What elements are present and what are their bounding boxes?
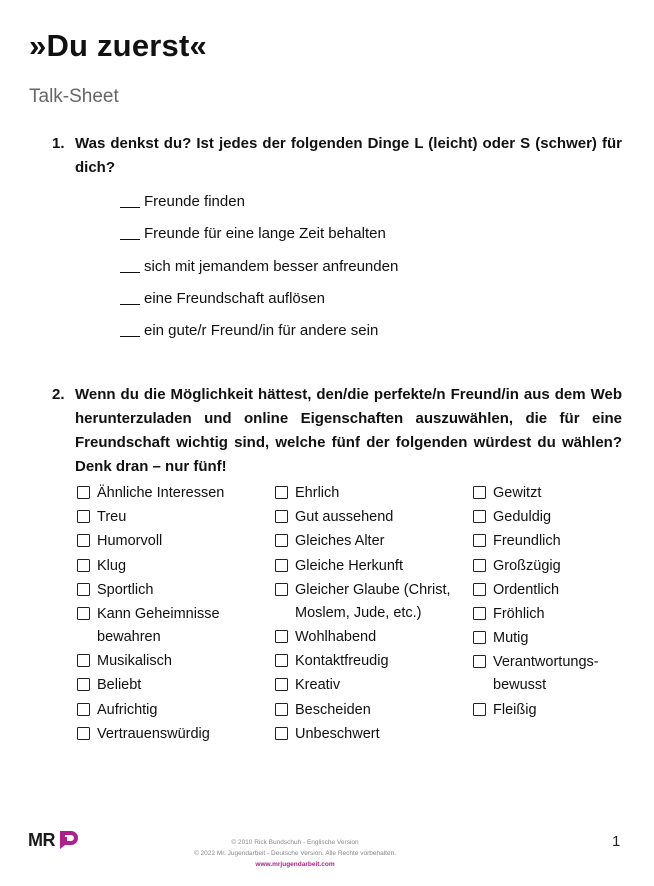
option-label: Beliebt xyxy=(97,677,142,694)
checkbox[interactable] xyxy=(275,703,288,716)
checkbox-option[interactable] xyxy=(77,579,257,602)
checkbox-option[interactable] xyxy=(77,699,257,722)
checkbox[interactable] xyxy=(275,583,288,596)
checkbox[interactable] xyxy=(473,607,486,620)
checkbox[interactable] xyxy=(473,486,486,499)
checkbox[interactable] xyxy=(275,510,288,523)
checkbox-option[interactable] xyxy=(473,699,633,722)
option-label: Geduldig xyxy=(493,509,552,526)
option-label: Gut aussehend xyxy=(295,509,394,526)
option-label: Unbeschwert xyxy=(295,725,380,742)
footer-copyright xyxy=(150,837,440,870)
options-column-1 xyxy=(77,482,257,747)
question-1-text: Was denkst du? Ist jedes der folgenden Dinge L (leicht) oder S (schwer) für dich? xyxy=(75,135,622,176)
checkbox-option[interactable] xyxy=(275,555,455,578)
checkbox[interactable] xyxy=(275,486,288,499)
option-label: Großzügig xyxy=(493,557,561,574)
option-label: Ähnliche Interessen xyxy=(97,485,225,501)
checkbox-option[interactable] xyxy=(77,482,257,505)
checkbox[interactable] xyxy=(473,510,486,523)
option-label: Musikalisch xyxy=(97,653,172,670)
checkbox-option[interactable] xyxy=(77,555,257,578)
checkbox[interactable] xyxy=(275,727,288,740)
question-2-text: Wenn du die Möglichkeit hättest, den/die perfekte/n Freund/in aus dem Web herunterzuladen und online Eigenschaften auszuwählen, die für eine Freundschaft wichtig sind, welche fünf der folgenden würdest du wählen? Denk dran – nur fünf! xyxy=(75,386,622,475)
option-label: Kontaktfreudig xyxy=(295,653,389,670)
checkbox-option[interactable] xyxy=(275,699,455,722)
copyright-english: © 2010 Rick Bundschuh - Englische Version xyxy=(231,839,359,846)
checkbox-option[interactable] xyxy=(77,650,257,673)
option-label: Vertrauenswürdig xyxy=(97,725,210,742)
mr-logo xyxy=(28,829,80,851)
question-1-number: 1. xyxy=(52,135,65,152)
answer-row xyxy=(120,255,398,287)
checkbox-option[interactable] xyxy=(77,530,257,553)
option-label: Fröhlich xyxy=(493,605,545,622)
checkbox-option[interactable] xyxy=(275,723,455,746)
option-label: Klug xyxy=(97,557,127,574)
checkbox[interactable] xyxy=(77,534,90,547)
checkbox[interactable] xyxy=(77,486,90,499)
option-label: Sportlich xyxy=(97,581,154,598)
options-column-3 xyxy=(473,482,633,723)
page-number: 1 xyxy=(612,833,621,850)
copyright-german: © 2022 Mr. Jugendarbeit - Deutsche Version. Alle Rechte vorbehalten. xyxy=(193,850,397,857)
option-label: Fleißig xyxy=(493,701,537,718)
logo-text: MR xyxy=(28,830,55,850)
checkbox[interactable] xyxy=(77,607,90,620)
option-label: Verantwortungs-bewusst xyxy=(493,654,599,694)
option-label: Gleicher Glaube (Christ, Moslem, Jude, etc.) xyxy=(295,581,451,621)
checkbox[interactable] xyxy=(77,583,90,596)
checkbox[interactable] xyxy=(473,583,486,596)
checkbox-option[interactable] xyxy=(473,651,633,697)
option-label: Kann Geheimnisse bewahren xyxy=(97,605,220,645)
checkbox-option[interactable] xyxy=(473,579,633,602)
checkbox[interactable] xyxy=(473,703,486,716)
checkbox[interactable] xyxy=(77,654,90,667)
options-column-2 xyxy=(275,482,455,747)
answer-label: ein gute/r Freund/in für andere sein xyxy=(144,322,379,340)
checkbox-option[interactable] xyxy=(77,506,257,529)
checkbox[interactable] xyxy=(77,703,90,716)
checkbox[interactable] xyxy=(275,678,288,691)
checkbox-option[interactable] xyxy=(77,603,257,649)
question-2 xyxy=(52,383,622,479)
checkbox-option[interactable] xyxy=(473,482,633,505)
question-2-number: 2. xyxy=(52,386,65,403)
checkbox[interactable] xyxy=(77,727,90,740)
option-label: Humorvoll xyxy=(97,533,163,550)
answer-row xyxy=(120,190,398,222)
checkbox-option[interactable] xyxy=(275,579,455,625)
checkbox[interactable] xyxy=(473,655,486,668)
checkbox-option[interactable] xyxy=(275,626,455,649)
answer-label: sich mit jemandem besser anfreunden xyxy=(144,257,399,275)
answer-label: Freunde für eine lange Zeit behalten xyxy=(144,225,386,243)
checkbox[interactable] xyxy=(275,534,288,547)
option-label: Gleiches Alter xyxy=(295,533,385,550)
checkbox[interactable] xyxy=(473,631,486,644)
checkbox-option[interactable] xyxy=(473,555,633,578)
option-label: Mutig xyxy=(493,630,529,647)
option-label: Gleiche Herkunft xyxy=(295,557,403,574)
answer-label: eine Freundschaft auflösen xyxy=(144,289,325,307)
option-label: Gewitzt xyxy=(493,485,542,501)
checkbox-option[interactable] xyxy=(275,650,455,673)
answer-blank-line[interactable] xyxy=(120,304,140,305)
option-label: Freundlich xyxy=(493,533,561,550)
checkbox[interactable] xyxy=(275,630,288,643)
option-label: Wohlhabend xyxy=(295,628,377,645)
option-label: Bescheiden xyxy=(295,701,371,718)
answer-row xyxy=(120,319,398,351)
checkbox-option[interactable] xyxy=(77,674,257,697)
answer-blank-line[interactable] xyxy=(120,207,140,208)
option-label: Ehrlich xyxy=(295,485,340,501)
answer-blank-line[interactable] xyxy=(120,272,140,273)
checkbox[interactable] xyxy=(275,559,288,572)
page-subtitle: Talk-Sheet xyxy=(29,86,119,107)
checkbox-option[interactable] xyxy=(473,530,633,553)
checkbox[interactable] xyxy=(473,534,486,547)
question-1-answer-list xyxy=(120,190,398,351)
checkbox[interactable] xyxy=(77,559,90,572)
option-label: Kreativ xyxy=(295,677,341,694)
checkbox-option[interactable] xyxy=(473,603,633,626)
checkbox-option[interactable] xyxy=(275,482,455,505)
checkbox[interactable] xyxy=(77,510,90,523)
answer-label: Freunde finden xyxy=(144,193,245,210)
checkbox-option[interactable] xyxy=(473,506,633,529)
checkbox-option[interactable] xyxy=(275,674,455,697)
logo-mark-icon xyxy=(58,829,80,849)
checkbox-option[interactable] xyxy=(275,530,455,553)
checkbox[interactable] xyxy=(77,678,90,691)
checkbox-option[interactable] xyxy=(275,506,455,529)
answer-blank-line[interactable] xyxy=(120,239,140,240)
page-title: »Du zuerst« xyxy=(29,28,207,63)
answer-blank-line[interactable] xyxy=(120,336,140,337)
option-label: Ordentlich xyxy=(493,581,560,598)
option-label: Aufrichtig xyxy=(97,701,158,718)
checkbox-option[interactable] xyxy=(473,627,633,650)
website-link[interactable]: www.mrjugendarbeit.com xyxy=(255,861,335,868)
checkbox[interactable] xyxy=(473,559,486,572)
option-label: Treu xyxy=(97,509,127,526)
checkbox-option[interactable] xyxy=(77,723,257,746)
answer-row xyxy=(120,287,398,319)
question-1 xyxy=(52,132,622,180)
checkbox[interactable] xyxy=(275,654,288,667)
answer-row xyxy=(120,222,398,254)
